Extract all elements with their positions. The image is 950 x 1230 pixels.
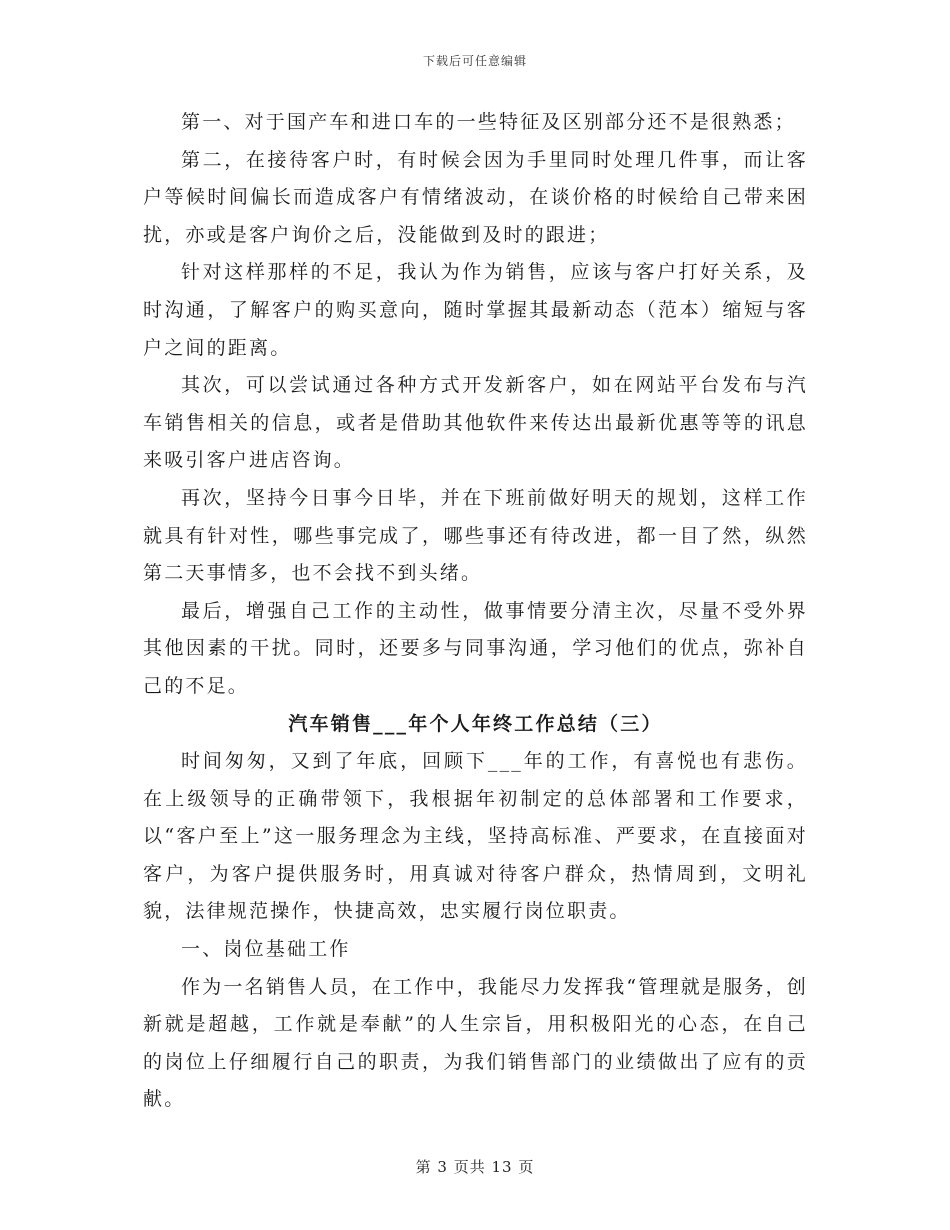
document-body bbox=[143, 104, 808, 1119]
paragraph: 第二，在接待客户时，有时候会因为手里同时处理几件事，而让客户等候时间偏长而造成客户有情绪波动，在谈价格的时候给自己带来困扰，亦或是客户询价之后，没能做到及时的跟进； bbox=[143, 148, 808, 246]
section-title: 汽车销售___年个人年终工作总结（三） bbox=[288, 712, 663, 735]
page-header: 下载后可任意编辑 bbox=[422, 54, 527, 68]
paragraph: 第一、对于国产车和进口车的一些特征及区别部分还不是很熟悉； bbox=[181, 111, 796, 133]
paragraph: 针对这样那样的不足，我认为作为销售，应该与客户打好关系，及时沟通，了解客户的购买意向，随时掌握其最新动态（范本）缩短与客户之间的距离。 bbox=[143, 261, 808, 359]
paragraph: 再次，坚持今日事今日毕，并在下班前做好明天的规划，这样工作就具有针对性，哪些事完成了，哪些事还有待改进，都一目了然，纵然第二天事情多，也不会找不到头绪。 bbox=[143, 486, 808, 585]
subsection-heading: 一、岗位基础工作 bbox=[181, 938, 351, 961]
paragraph: 最后，增强自己工作的主动性，做事情要分清主次，尽量不受外界其他因素的干扰。同时，还要多与同事沟通，学习他们的优点，弥补自己的不足。 bbox=[143, 599, 808, 697]
page-footer: 第 3 页共 13 页 bbox=[415, 1158, 535, 1176]
paragraph: 作为一名销售人员，在工作中，我能尽力发挥我“管理就是服务，创新就是超越，工作就是奉献”的人生宗旨，用积极阳光的心态，在自己的岗位上仔细履行自己的职责，为我们销售部门的业绩做出了应有的贡献。 bbox=[143, 975, 808, 1111]
paragraph: 时间匆匆，又到了年底，回顾下___年的工作，有喜悦也有悲伤。在上级领导的正确带领下，我根据年初制定的总体部署和工作要求，以“客户至上”这一服务理念为主线，坚持高标准、严要求，在直接面对客户，为客户提供服务时，用真诚对待客户群众，热情周到，文明礼貌，法律规范操作，快捷高效，忠实履行岗位职责。 bbox=[143, 750, 808, 923]
paragraph: 其次，可以尝试通过各种方式开发新客户，如在网站平台发布与汽车销售相关的信息，或者是借助其他软件来传达出最新优惠等等的讯息来吸引客户进店咨询。 bbox=[143, 374, 808, 472]
